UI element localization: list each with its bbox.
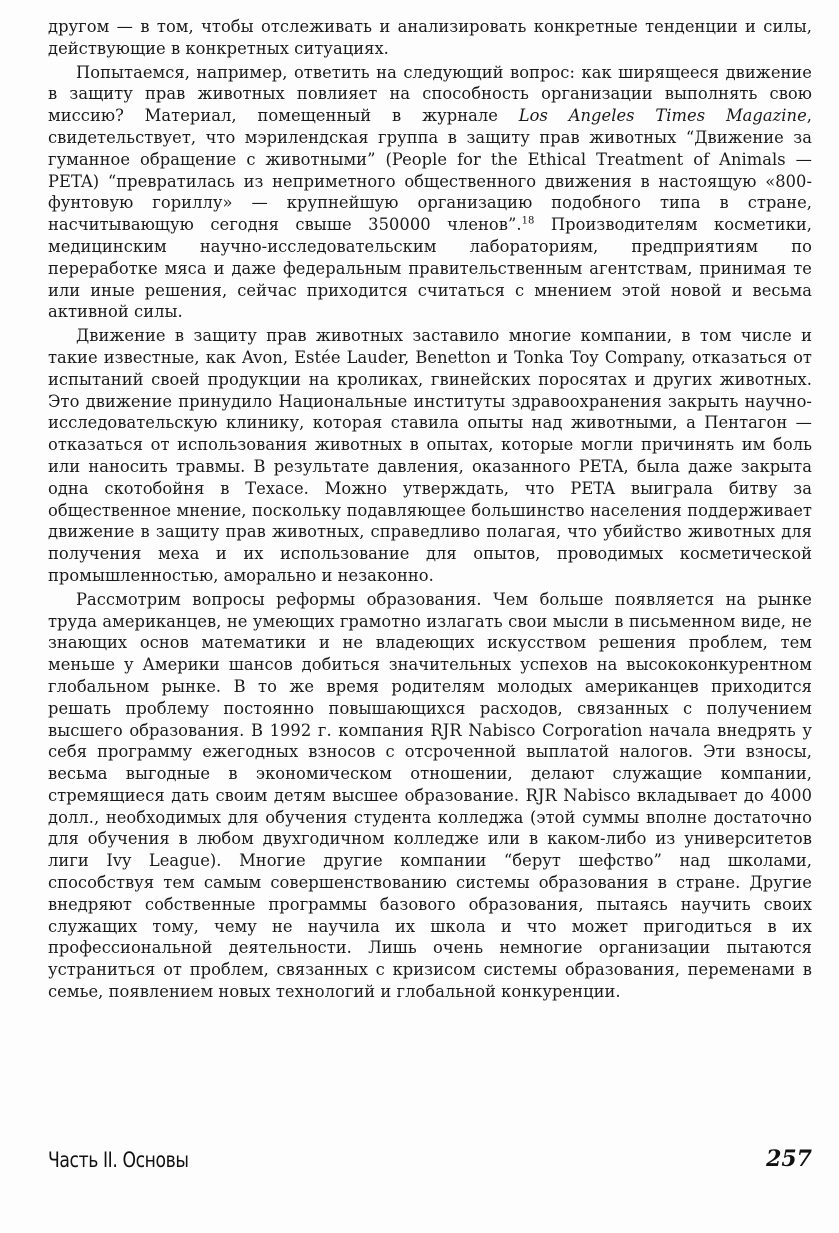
paragraph-text: Производителям косметики, медицинским научно-исследовательским лабораториям, предприятиям по переработке мяса и даже федеральным правительственным агентствам, принимая те или иные решения, сейчас приходится считаться с мнением этой новой и весьма активной силы. xyxy=(48,215,812,322)
journal-title: Los Angeles Times Magazine xyxy=(518,106,807,126)
paragraph-animal-rights-question xyxy=(48,62,812,324)
paragraph-animal-rights-impact: Движение в защиту прав животных заставило многие компании, в том числе и такие известные, как Avon, Estée Lauder, Benetton и Tonka Toy Company, отказаться от испытаний своей продукции на кроликах, гвинейских поросятах и других животных. Это движение принудило Национальные институты здравоохранения закрыть научно-исследовательскую клинику, которая ставила опыты над животными, а Пентагон — отказаться от использования животных в опытах, которые могли причинять им боль или наносить травмы. В результате давления, оказанного PETA, была даже закрыта одна скотобойня в Техасе. Можно утверждать, что PETA выиграла битву за общественное мнение, поскольку подавляющее большинство населения поддерживает движение в защиту прав животных, справедливо полагая, что убийство животных для получения меха и их использование для опытов, проводимых косметической промышленностью, аморально и незаконно. xyxy=(48,326,812,585)
page-body xyxy=(48,16,812,1003)
running-footer-section: Часть II. Основы xyxy=(48,1148,189,1172)
footnote-reference: 18 xyxy=(521,215,535,227)
page-footer xyxy=(48,1146,812,1178)
paragraph-education-reform: Рассмотрим вопросы реформы образования. Чем больше появляется на рынке труда американцев, не умеющих грамотно излагать свои мысли в письменном виде, не знающих основ математики и не владеющих искусством решения проблем, тем меньше у Америки шансов добиться значительных успехов на высококонкурентном глобальном рынке. В то же время родителям молодых американцев приходится решать проблему постоянно повышающихся расходов, связанных с получением высшего образования. В 1992 г. компания RJR Nabisco Corporation начала внедрять у себя программу ежегодных взносов с отсроченной выплатой налогов. Эти взносы, весьма выгодные в экономическом отношении, делают служащие компании, стремящиеся дать своим детям высшее образование. RJR Nabisco вкладывает до 4000 долл., необходимых для обучения студента колледжа (этой суммы вполне достаточно для обучения в любом двухгодичном колледже или в каком-либо из университетов лиги Ivy League). Многие другие компании “берут шефство” над школами, способствуя тем самым совершенствованию системы образования в стране. Другие внедряют собственные программы базового образования, пытаясь научить своих служащих тому, чему не научила их школа и что может пригодиться в их профессиональной деятельности. Лишь очень немногие организации пытаются устраниться от проблем, связанных с кризисом системы образования, переменами в семье, появлением новых технологий и глобальной конкуренции. xyxy=(48,589,812,1002)
paragraph-text: Попытаемся, например, ответить на следующий вопрос: как ширящееся движение в защиту прав животных повлияет на способность организации выполнять свою миссию? Материал, помещенный в журнале xyxy=(48,62,812,126)
paragraph-continuation: другом — в том, чтобы отслеживать и анализировать конкретные тенденции и силы, действующие в конкретных ситуациях. xyxy=(48,17,812,58)
page-number: 257 xyxy=(766,1146,812,1172)
paragraph-text: , свидетельствует, что мэрилендская группа в защиту прав животных “Движение за гуманное обращение с животными” (People for the Ethical Treatment of Animals — PETA) “превратилась из неприметного общественного движения в настоящую «800-фунтовую гориллу» — крупнейшую организацию подобного типа в стране, насчитывающую сегодня свыше 350000 членов”. xyxy=(48,106,812,235)
